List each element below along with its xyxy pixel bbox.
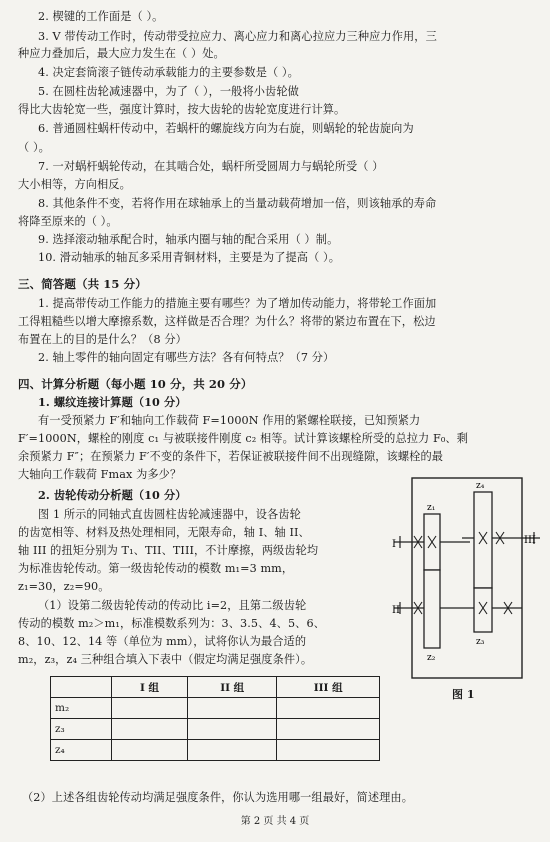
table-corner-cell xyxy=(51,677,112,698)
label-shaft-2: II xyxy=(392,605,400,616)
table-header-group3: III 组 xyxy=(277,677,380,698)
q4-text: 4. 决定套筒滚子链传动承载能力的主要参数是（ ）。 xyxy=(38,66,299,79)
table-cell xyxy=(112,719,188,740)
q5-text-cont: 得比大齿轮宽一些，强度计算时，按大齿轮的齿轮宽度进行计算。 xyxy=(18,103,346,116)
q8-text-cont: 将降至原来的（ ）。 xyxy=(18,215,118,228)
table-cell xyxy=(112,740,188,761)
q2-text: 2. 楔键的工作面是（ ）。 xyxy=(38,10,164,23)
q6-text-cont: （ ）。 xyxy=(18,141,50,154)
q3-text-cont: 种应力叠加后，最大应力发生在（ ）处。 xyxy=(18,47,225,60)
s3-q1-text: 1. 提高带传动工作能力的措施主要有哪些？为了增加传动能力，将带轮工作面加 xyxy=(38,297,437,310)
table-cell xyxy=(277,698,380,719)
gear-z2 xyxy=(424,570,440,648)
label-z2: z₂ xyxy=(427,653,436,663)
s4-q1-text: 有一受预紧力 F′和轴向工作载荷 F=1000N 作用的紧螺栓联接，已知预紧力 xyxy=(38,414,421,427)
table-cell xyxy=(188,740,277,761)
gear-z4 xyxy=(474,492,492,588)
table-cell xyxy=(188,698,277,719)
q7-text-cont: 大小相等，方向相反。 xyxy=(18,178,131,191)
s3-q2-text: 2. 轴上零件的轴向固定有哪些方法？各有何特点？（7 分） xyxy=(38,351,335,364)
q10-text: 10. 滑动轴承的轴瓦多采用青铜材料，主要是为了提高（ ）。 xyxy=(38,251,340,264)
label-z3: z₃ xyxy=(476,637,485,647)
label-shaft-3: III xyxy=(524,535,536,546)
label-shaft-1: I xyxy=(392,539,396,550)
s4-q1-text-cont3: 大轴向工作载荷 Fmax 为多少？ xyxy=(18,468,182,481)
table-cell xyxy=(277,719,380,740)
q3-text: 3. V 带传动工作时，传动带受拉应力、离心应力和离心拉应力三种应力作用，三 xyxy=(38,30,437,43)
s4-q2-part1-cont1: 传动的模数 m₂＞m₁，标准模数系列为：3、3.5、4、5、6、 xyxy=(18,617,325,630)
table-row xyxy=(51,698,380,719)
q5-text: 5. 在圆柱齿轮减速器中，为了（ ），一般将小齿轮做 xyxy=(38,85,299,98)
table-header-group2: II 组 xyxy=(188,677,277,698)
s3-q1-text-cont2: 布置在上的目的是什么？（8 分） xyxy=(18,333,187,346)
table-row xyxy=(51,719,380,740)
s4-q2-part1-cont3: m₂，z₃，z₄ 三种组合填入下表中（假定均满足强度条件）。 xyxy=(18,653,313,666)
gear-z3 xyxy=(474,588,492,632)
s4-q2-text: 图 1 所示的同轴式直齿圆柱齿轮减速器中，设各齿轮 xyxy=(38,508,301,521)
page-footer: 第 2 页 共 4 页 xyxy=(240,816,310,827)
s3-q1-text-cont1: 工得粗糙些以增大摩擦系数，这样做是否合理？为什么？将带的紧边布置在下，松边 xyxy=(18,315,436,328)
table-header-row xyxy=(51,677,380,698)
table-row xyxy=(51,740,380,761)
q9-text: 9. 选择滚动轴承配合时，轴承内圈与轴的配合采用（ ）制。 xyxy=(38,233,339,246)
q7-text: 7. 一对蜗杆蜗轮传动，在其啮合处，蜗杆所受圆周力与蜗轮所受（ ） xyxy=(38,160,384,173)
s4-q2-text-cont1: 的齿宽相等、材料及热处理相同，无限寿命，轴 I、轴 II、 xyxy=(18,526,310,539)
section-3-heading: 三、简答题（共 15 分） xyxy=(18,277,147,291)
q8-text: 8. 其他条件不变，若将作用在球轴承上的当量动载荷增加一倍，则该轴承的寿命 xyxy=(38,197,437,210)
s4-q1-heading: 1. 螺纹连接计算题（10 分） xyxy=(38,395,187,409)
table-cell xyxy=(277,740,380,761)
s4-q2-part1-cont2: 8、10、12、14 等（单位为 mm），试将你认为最合适的 xyxy=(18,635,307,648)
s4-q2-text-cont4: z₁=30，z₂=90。 xyxy=(18,580,110,593)
s4-q2-text-cont3: 为标准齿轮传动。第一级齿轮传动的模数 m₁=3 mm， xyxy=(18,562,294,575)
table-cell xyxy=(112,698,188,719)
s4-q2-part1: （1）设第二级齿轮传动的传动比 i=2，且第二级齿轮 xyxy=(38,599,307,612)
answer-table xyxy=(50,676,380,761)
s4-q2-text-cont2: 轴 III 的扭矩分别为 T₁、TII、TIII，不计摩擦，两级齿轮均 xyxy=(18,544,319,557)
table-cell xyxy=(188,719,277,740)
gear-reducer-diagram xyxy=(392,470,542,685)
s4-q1-text-cont2: 余预紧力 F″；在预紧力 F′不变的条件下，若保证被联接件间不出现缝隙，该螺栓的最 xyxy=(18,450,444,463)
table-header-group1: I 组 xyxy=(112,677,188,698)
label-z4: z₄ xyxy=(476,481,485,491)
q6-text: 6. 普通圆柱蜗杆传动中，若蜗杆的螺旋线方向为右旋，则蜗轮的轮齿旋向为 xyxy=(38,122,414,135)
figure-caption: 图 1 xyxy=(452,688,475,701)
row-label-m2: m₂ xyxy=(51,698,112,719)
s4-q2-heading: 2. 齿轮传动分析题（10 分） xyxy=(38,488,187,502)
s4-q1-text-cont1: F′=1000N，螺栓的刚度 c₁ 与被联接件刚度 c₂ 相等。试计算该螺栓所受的总拉力 F₀、剩 xyxy=(18,432,468,445)
s4-q2-part2: （2）上述各组齿轮传动均满足强度条件，你认为选用哪一组最好，简述理由。 xyxy=(22,791,413,804)
row-label-z3: z₃ xyxy=(51,719,112,740)
row-label-z4: z₄ xyxy=(51,740,112,761)
section-4-heading: 四、计算分析题（每小题 10 分，共 20 分） xyxy=(18,377,253,391)
label-z1: z₁ xyxy=(427,503,436,513)
